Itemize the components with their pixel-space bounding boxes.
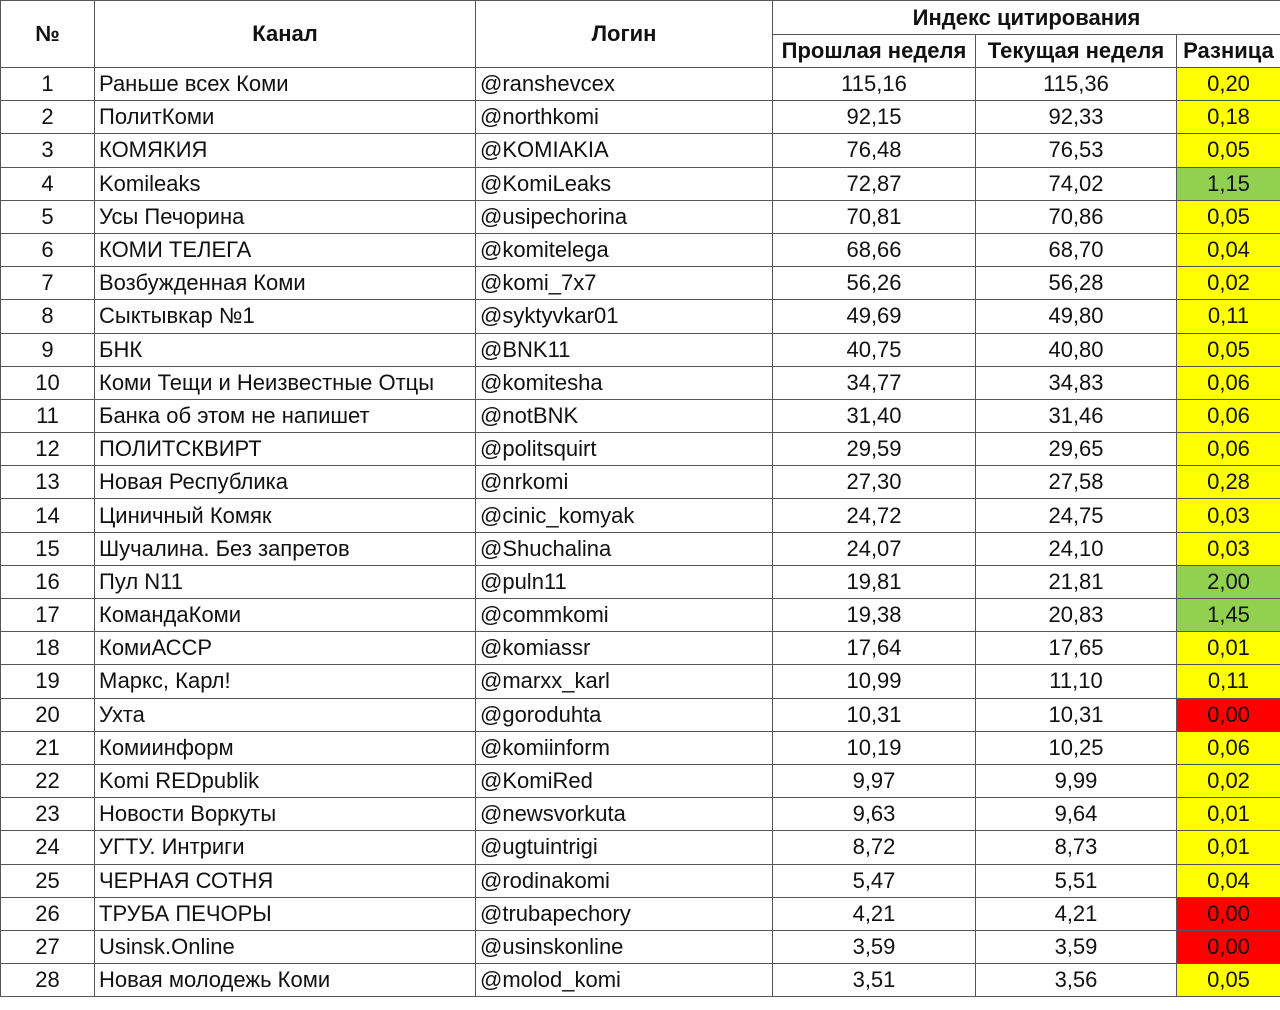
channel-name: Новости Воркуты [95, 798, 476, 831]
curr-week-value: 29,65 [976, 433, 1177, 466]
curr-week-value: 24,10 [976, 532, 1177, 565]
channel-login: @molod_komi [476, 964, 773, 997]
row-number: 21 [1, 731, 95, 764]
prev-week-value: 3,51 [773, 964, 976, 997]
prev-week-value: 24,72 [773, 499, 976, 532]
row-number: 6 [1, 233, 95, 266]
channel-name: Комиинформ [95, 731, 476, 764]
curr-week-value: 56,28 [976, 267, 1177, 300]
channel-login: @usipechorina [476, 200, 773, 233]
diff-value: 2,00 [1177, 565, 1280, 598]
row-number: 22 [1, 764, 95, 797]
channel-name: Komileaks [95, 167, 476, 200]
curr-week-value: 76,53 [976, 134, 1177, 167]
channel-name: БНК [95, 333, 476, 366]
prev-week-value: 10,31 [773, 698, 976, 731]
channel-name: Ухта [95, 698, 476, 731]
channel-name: Komi REDpublik [95, 764, 476, 797]
channel-login: @syktyvkar01 [476, 300, 773, 333]
curr-week-value: 49,80 [976, 300, 1177, 333]
channel-login: @notBNK [476, 399, 773, 432]
row-number: 10 [1, 366, 95, 399]
row-number: 26 [1, 897, 95, 930]
channel-name: Маркс, Карл! [95, 665, 476, 698]
table-row [1, 632, 1280, 665]
curr-week-value: 9,64 [976, 798, 1177, 831]
prev-week-value: 68,66 [773, 233, 976, 266]
diff-value: 0,06 [1177, 399, 1280, 432]
curr-week-value: 11,10 [976, 665, 1177, 698]
channel-name: Usinsk.Online [95, 930, 476, 963]
row-number: 12 [1, 433, 95, 466]
channel-login: @KomiLeaks [476, 167, 773, 200]
table-row [1, 731, 1280, 764]
row-number: 9 [1, 333, 95, 366]
table-row [1, 267, 1280, 300]
row-number: 3 [1, 134, 95, 167]
channel-login: @komiinform [476, 731, 773, 764]
prev-week-value: 9,63 [773, 798, 976, 831]
prev-week-value: 5,47 [773, 864, 976, 897]
channel-name: ТРУБА ПЕЧОРЫ [95, 897, 476, 930]
channel-name: Коми Тещи и Неизвестные Отцы [95, 366, 476, 399]
diff-value: 0,05 [1177, 964, 1280, 997]
table-row [1, 698, 1280, 731]
curr-week-value: 34,83 [976, 366, 1177, 399]
curr-week-value: 24,75 [976, 499, 1177, 532]
header-diff: Разница [1177, 35, 1280, 68]
prev-week-value: 4,21 [773, 897, 976, 930]
header-citation-index: Индекс цитирования [773, 1, 1280, 35]
prev-week-value: 40,75 [773, 333, 976, 366]
table-row [1, 399, 1280, 432]
channel-name: КомиАССР [95, 632, 476, 665]
table-row [1, 798, 1280, 831]
diff-value: 0,18 [1177, 101, 1280, 134]
channel-name: ПОЛИТСКВИРТ [95, 433, 476, 466]
channel-login: @Shuchalina [476, 532, 773, 565]
prev-week-value: 92,15 [773, 101, 976, 134]
curr-week-value: 10,25 [976, 731, 1177, 764]
diff-value: 0,02 [1177, 267, 1280, 300]
row-number: 11 [1, 399, 95, 432]
table-body [1, 68, 1280, 997]
prev-week-value: 72,87 [773, 167, 976, 200]
diff-value: 0,00 [1177, 930, 1280, 963]
curr-week-value: 3,59 [976, 930, 1177, 963]
curr-week-value: 74,02 [976, 167, 1177, 200]
diff-value: 0,00 [1177, 897, 1280, 930]
curr-week-value: 4,21 [976, 897, 1177, 930]
diff-value: 0,02 [1177, 764, 1280, 797]
header-channel: Канал [95, 1, 476, 68]
channel-login: @komitelega [476, 233, 773, 266]
prev-week-value: 17,64 [773, 632, 976, 665]
row-number: 18 [1, 632, 95, 665]
row-number: 16 [1, 565, 95, 598]
prev-week-value: 56,26 [773, 267, 976, 300]
diff-value: 0,11 [1177, 665, 1280, 698]
diff-value: 0,06 [1177, 366, 1280, 399]
prev-week-value: 19,81 [773, 565, 976, 598]
channel-login: @komitesha [476, 366, 773, 399]
curr-week-value: 3,56 [976, 964, 1177, 997]
prev-week-value: 29,59 [773, 433, 976, 466]
prev-week-value: 10,99 [773, 665, 976, 698]
channel-login: @usinskonline [476, 930, 773, 963]
curr-week-value: 9,99 [976, 764, 1177, 797]
channel-name: ПолитКоми [95, 101, 476, 134]
table-row [1, 167, 1280, 200]
prev-week-value: 70,81 [773, 200, 976, 233]
prev-week-value: 31,40 [773, 399, 976, 432]
diff-value: 0,01 [1177, 798, 1280, 831]
curr-week-value: 40,80 [976, 333, 1177, 366]
row-number: 25 [1, 864, 95, 897]
table-row [1, 466, 1280, 499]
prev-week-value: 76,48 [773, 134, 976, 167]
diff-value: 0,05 [1177, 200, 1280, 233]
channel-name: КОМИ ТЕЛЕГА [95, 233, 476, 266]
table-row [1, 433, 1280, 466]
diff-value: 1,45 [1177, 599, 1280, 632]
diff-value: 0,05 [1177, 333, 1280, 366]
diff-value: 0,01 [1177, 632, 1280, 665]
row-number: 8 [1, 300, 95, 333]
diff-value: 0,03 [1177, 499, 1280, 532]
channel-name: Циничный Комяк [95, 499, 476, 532]
channel-login: @commkomi [476, 599, 773, 632]
table-row [1, 532, 1280, 565]
channel-login: @ranshevcex [476, 68, 773, 101]
channel-name: Пул N11 [95, 565, 476, 598]
curr-week-value: 20,83 [976, 599, 1177, 632]
curr-week-value: 70,86 [976, 200, 1177, 233]
curr-week-value: 5,51 [976, 864, 1177, 897]
table-row [1, 366, 1280, 399]
prev-week-value: 34,77 [773, 366, 976, 399]
channel-login: @rodinakomi [476, 864, 773, 897]
table-row [1, 499, 1280, 532]
table-row [1, 101, 1280, 134]
table-row [1, 831, 1280, 864]
diff-value: 0,03 [1177, 532, 1280, 565]
prev-week-value: 19,38 [773, 599, 976, 632]
table-row [1, 964, 1280, 997]
channel-name: Банка об этом не напишет [95, 399, 476, 432]
diff-value: 0,05 [1177, 134, 1280, 167]
channel-login: @nrkomi [476, 466, 773, 499]
row-number: 4 [1, 167, 95, 200]
table-row [1, 665, 1280, 698]
channel-login: @northkomi [476, 101, 773, 134]
channel-login: @komi_7x7 [476, 267, 773, 300]
channel-name: КОМЯКИЯ [95, 134, 476, 167]
channel-name: КомандаКоми [95, 599, 476, 632]
prev-week-value: 9,97 [773, 764, 976, 797]
row-number: 19 [1, 665, 95, 698]
row-number: 20 [1, 698, 95, 731]
channel-login: @KOMIAKIA [476, 134, 773, 167]
curr-week-value: 115,36 [976, 68, 1177, 101]
table-row [1, 930, 1280, 963]
prev-week-value: 3,59 [773, 930, 976, 963]
table-row [1, 864, 1280, 897]
header-curr-week: Текущая неделя [976, 35, 1177, 68]
row-number: 15 [1, 532, 95, 565]
channel-login: @goroduhta [476, 698, 773, 731]
prev-week-value: 27,30 [773, 466, 976, 499]
channel-name: Новая Республика [95, 466, 476, 499]
channel-name: ЧЕРНАЯ СОТНЯ [95, 864, 476, 897]
row-number: 7 [1, 267, 95, 300]
channel-login: @newsvorkuta [476, 798, 773, 831]
row-number: 1 [1, 68, 95, 101]
row-number: 13 [1, 466, 95, 499]
table-row [1, 200, 1280, 233]
channel-login: @politsquirt [476, 433, 773, 466]
channel-name: Возбужденная Коми [95, 267, 476, 300]
table-row [1, 565, 1280, 598]
prev-week-value: 115,16 [773, 68, 976, 101]
table-row [1, 897, 1280, 930]
table-row [1, 300, 1280, 333]
diff-value: 0,06 [1177, 433, 1280, 466]
prev-week-value: 8,72 [773, 831, 976, 864]
diff-value: 0,11 [1177, 300, 1280, 333]
channel-name: Усы Печорина [95, 200, 476, 233]
channel-login: @puln11 [476, 565, 773, 598]
row-number: 28 [1, 964, 95, 997]
curr-week-value: 31,46 [976, 399, 1177, 432]
table-row [1, 599, 1280, 632]
channel-login: @BNK11 [476, 333, 773, 366]
channel-name: Новая молодежь Коми [95, 964, 476, 997]
header-login: Логин [476, 1, 773, 68]
prev-week-value: 10,19 [773, 731, 976, 764]
channel-login: @KomiRed [476, 764, 773, 797]
channel-login: @komiassr [476, 632, 773, 665]
row-number: 23 [1, 798, 95, 831]
diff-value: 0,06 [1177, 731, 1280, 764]
table-row [1, 333, 1280, 366]
diff-value: 0,04 [1177, 233, 1280, 266]
header-prev-week: Прошлая неделя [773, 35, 976, 68]
channel-login: @ugtuintrigi [476, 831, 773, 864]
curr-week-value: 27,58 [976, 466, 1177, 499]
channel-name: Сыктывкар №1 [95, 300, 476, 333]
diff-value: 0,04 [1177, 864, 1280, 897]
prev-week-value: 24,07 [773, 532, 976, 565]
diff-value: 1,15 [1177, 167, 1280, 200]
channel-name: Шучалина. Без запретов [95, 532, 476, 565]
channel-name: Раньше всех Коми [95, 68, 476, 101]
prev-week-value: 49,69 [773, 300, 976, 333]
channel-name: УГТУ. Интриги [95, 831, 476, 864]
row-number: 17 [1, 599, 95, 632]
curr-week-value: 10,31 [976, 698, 1177, 731]
channel-login: @trubapechory [476, 897, 773, 930]
diff-value: 0,28 [1177, 466, 1280, 499]
row-number: 24 [1, 831, 95, 864]
table-row [1, 233, 1280, 266]
row-number: 5 [1, 200, 95, 233]
curr-week-value: 8,73 [976, 831, 1177, 864]
curr-week-value: 68,70 [976, 233, 1177, 266]
diff-value: 0,00 [1177, 698, 1280, 731]
table-row [1, 134, 1280, 167]
diff-value: 0,20 [1177, 68, 1280, 101]
channel-login: @cinic_komyak [476, 499, 773, 532]
curr-week-value: 92,33 [976, 101, 1177, 134]
curr-week-value: 21,81 [976, 565, 1177, 598]
table-row [1, 764, 1280, 797]
row-number: 2 [1, 101, 95, 134]
header-number: № [1, 1, 95, 68]
table-row [1, 68, 1280, 101]
diff-value: 0,01 [1177, 831, 1280, 864]
row-number: 27 [1, 930, 95, 963]
curr-week-value: 17,65 [976, 632, 1177, 665]
channel-login: @marxx_karl [476, 665, 773, 698]
row-number: 14 [1, 499, 95, 532]
